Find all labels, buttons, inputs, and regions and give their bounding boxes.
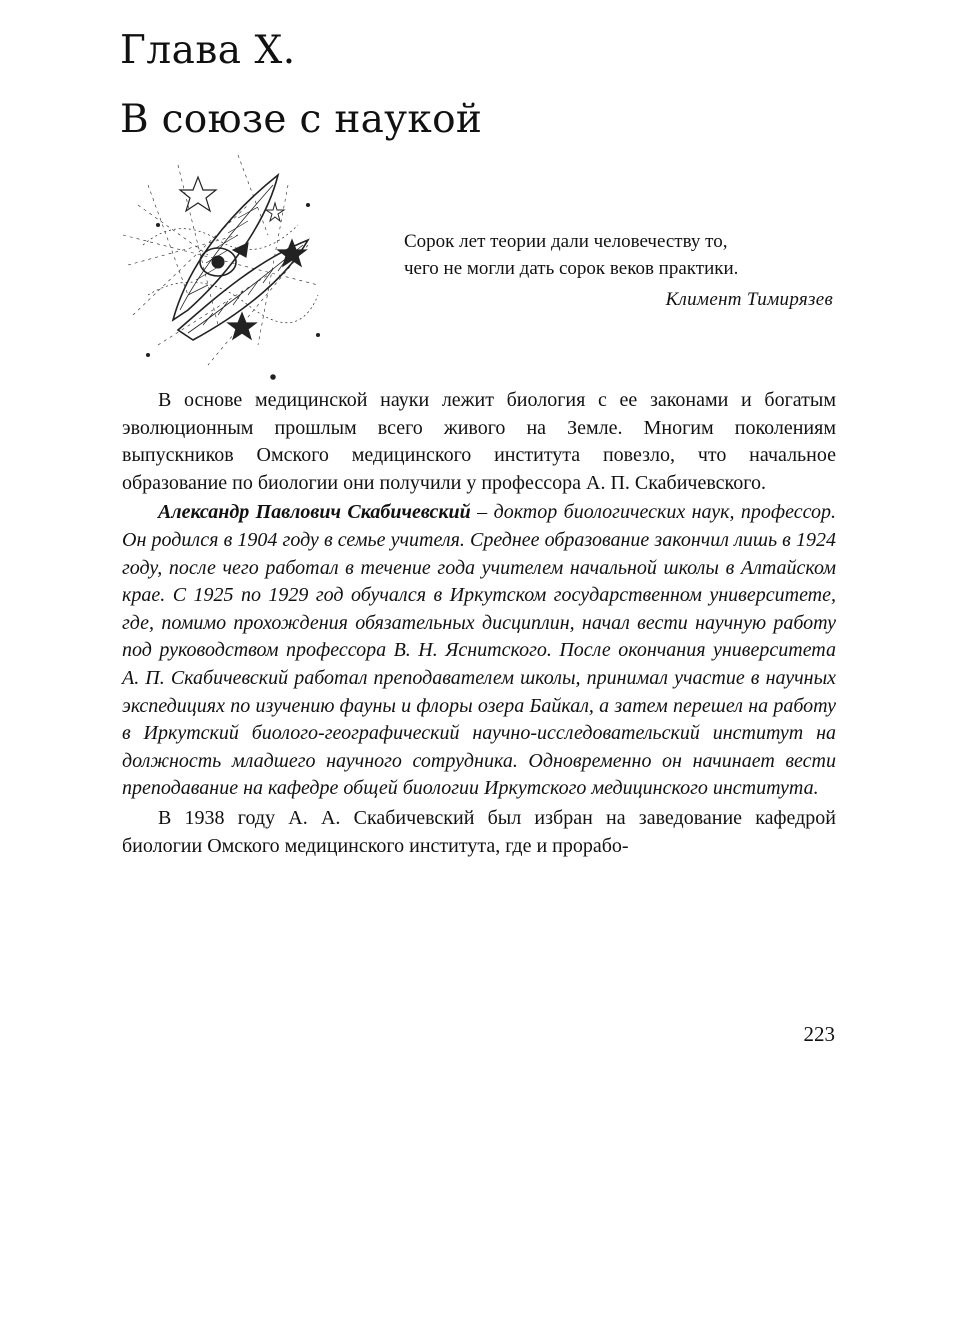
chapter-number: Глава X. [120,28,296,73]
chapter-title: В союзе с наукой [120,97,483,142]
paragraph: В основе медицинской науки лежит биология с ее законами и богатым эволюционным прошлым всего живого на Земле. Многим поколениям выпускников Омского медицинского института повезло, что начальное образование по биологии они получили у профессора А. П. Скабичевского. [122,389,836,494]
chapter-illustration [118,145,338,390]
body-text [122,387,836,862]
epigraph-author: Климент Тимирязев [665,289,833,310]
epigraph-line: чего не могли дать сорок веков практики. [404,258,739,279]
biography-text: – доктор биологических наук, профессор. Он родился в 1904 году в семье учителя. Среднее образование закончил лишь в 1924 году, после чего работал в течение года учителем начальной школы в Алтайском крае. С 1925 по 1929 год обучался в Иркутском государственном университете, где, помимо прохождения обязательных дисциплин, начал вести научную работу под руководством профессора В. Н. Яснитского. После окончания университета А. П. Скабичевский работал преподавателем школы, принимал участие в научных экспедициях по изучению фауны и флоры озера Байкал, а затем перешел на работу в Иркутский биолого-географический научно-исследовательский институт на должность младшего научного сотрудника. Одновременно он начинает вести преподавание на кафедре общей биологии Иркутского медицинского института. [122,501,836,800]
page-number: 223 [803,1022,835,1046]
paragraph: В 1938 году А. А. Скабичевский был избран на заведование кафедрой биологии Омского медицинского института, где и прорабо- [122,806,836,857]
biography-paragraph [122,499,836,803]
person-name: Александр Павлович Скабичевский [158,501,471,524]
epigraph-line: Сорок лет теории дали человечеству то, [404,231,728,252]
epigraph [404,228,844,313]
